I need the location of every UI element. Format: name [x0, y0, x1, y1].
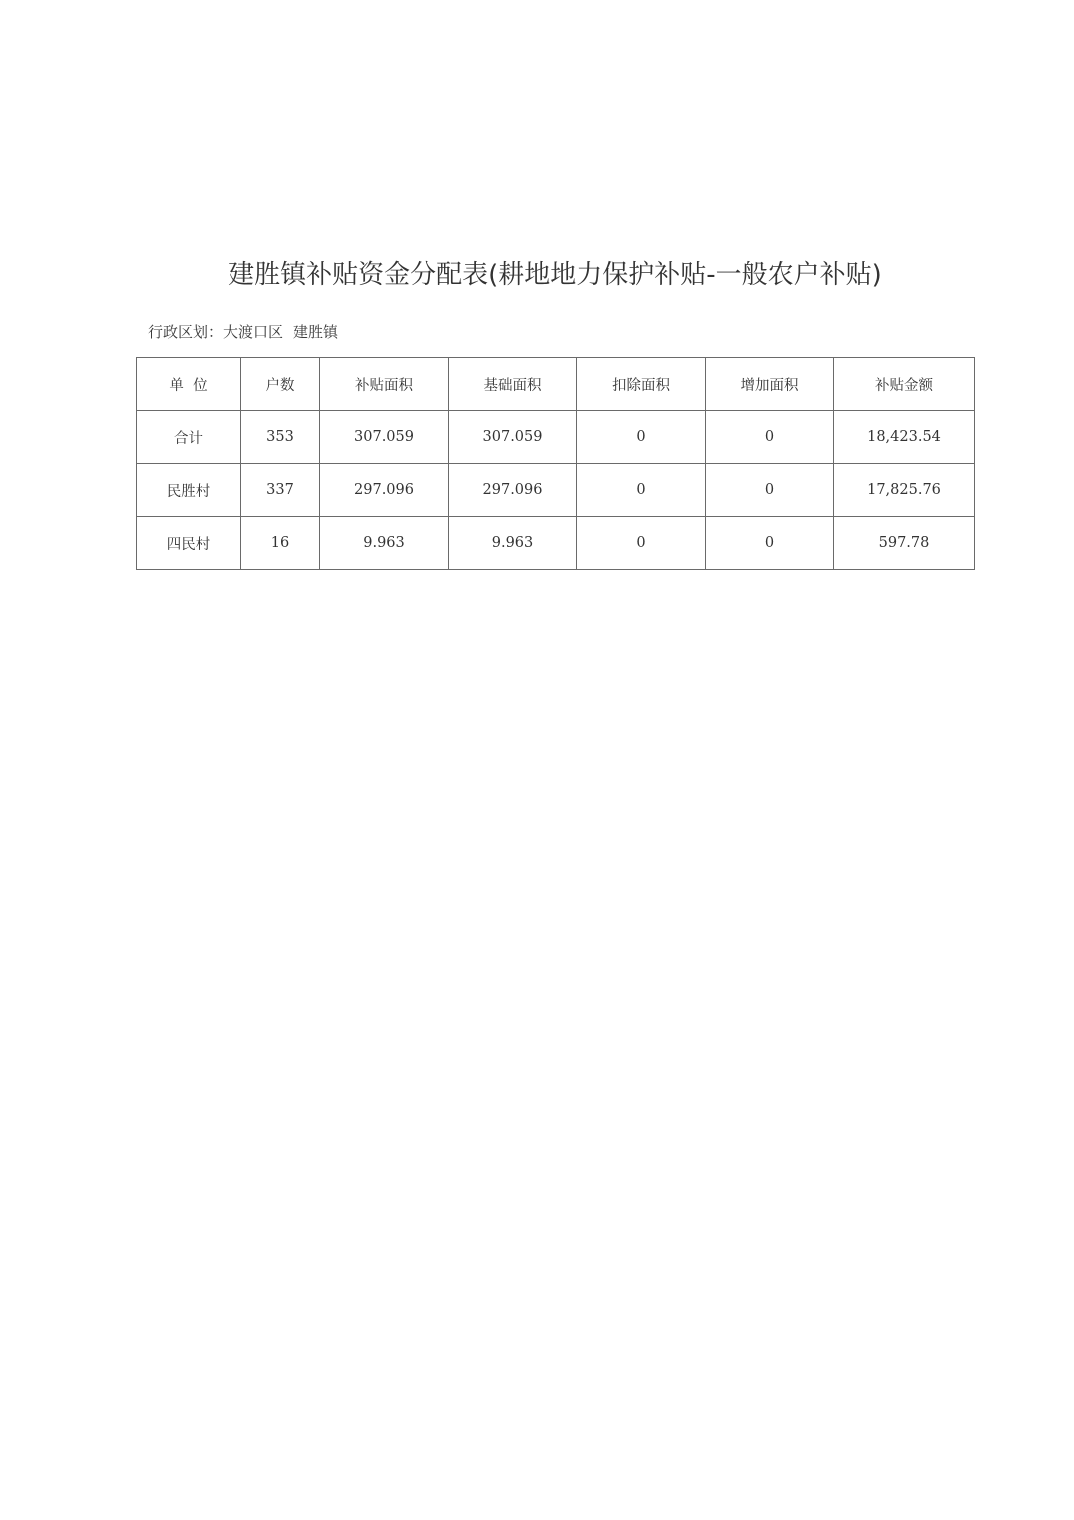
cell-subsidy-amount: 18,423.54 [834, 411, 975, 464]
header-added-area: 增加面积 [706, 358, 834, 411]
header-subsidy-area: 补贴面积 [320, 358, 449, 411]
cell-deducted-area: 0 [577, 464, 706, 517]
header-subsidy-amount: 补贴金额 [834, 358, 975, 411]
region-line [148, 321, 338, 342]
cell-added-area: 0 [706, 517, 834, 570]
cell-unit: 民胜村 [137, 464, 241, 517]
cell-deducted-area: 0 [577, 411, 706, 464]
cell-unit: 合计 [137, 411, 241, 464]
cell-added-area: 0 [706, 464, 834, 517]
cell-subsidy-amount: 17,825.76 [834, 464, 975, 517]
cell-base-area: 9.963 [449, 517, 577, 570]
cell-unit: 四民村 [137, 517, 241, 570]
table-row [137, 464, 975, 517]
cell-households: 337 [241, 464, 320, 517]
table-header-row [137, 358, 975, 411]
header-households: 户数 [241, 358, 320, 411]
document-title: 建胜镇补贴资金分配表(耕地地力保护补贴-一般农户补贴) [228, 260, 882, 290]
cell-subsidy-area: 307.059 [320, 411, 449, 464]
cell-added-area: 0 [706, 411, 834, 464]
cell-subsidy-amount: 597.78 [834, 517, 975, 570]
cell-base-area: 297.096 [449, 464, 577, 517]
header-deducted-area: 扣除面积 [577, 358, 706, 411]
header-unit: 单 位 [137, 358, 241, 411]
header-base-area: 基础面积 [449, 358, 577, 411]
region-town: 建胜镇 [293, 323, 339, 341]
cell-subsidy-area: 297.096 [320, 464, 449, 517]
cell-deducted-area: 0 [577, 517, 706, 570]
cell-households: 353 [241, 411, 320, 464]
table-row [137, 517, 975, 570]
cell-households: 16 [241, 517, 320, 570]
allocation-table [136, 357, 975, 570]
region-label: 行政区划：大渡口区 [148, 323, 284, 341]
table-row [137, 411, 975, 464]
cell-subsidy-area: 9.963 [320, 517, 449, 570]
cell-base-area: 307.059 [449, 411, 577, 464]
